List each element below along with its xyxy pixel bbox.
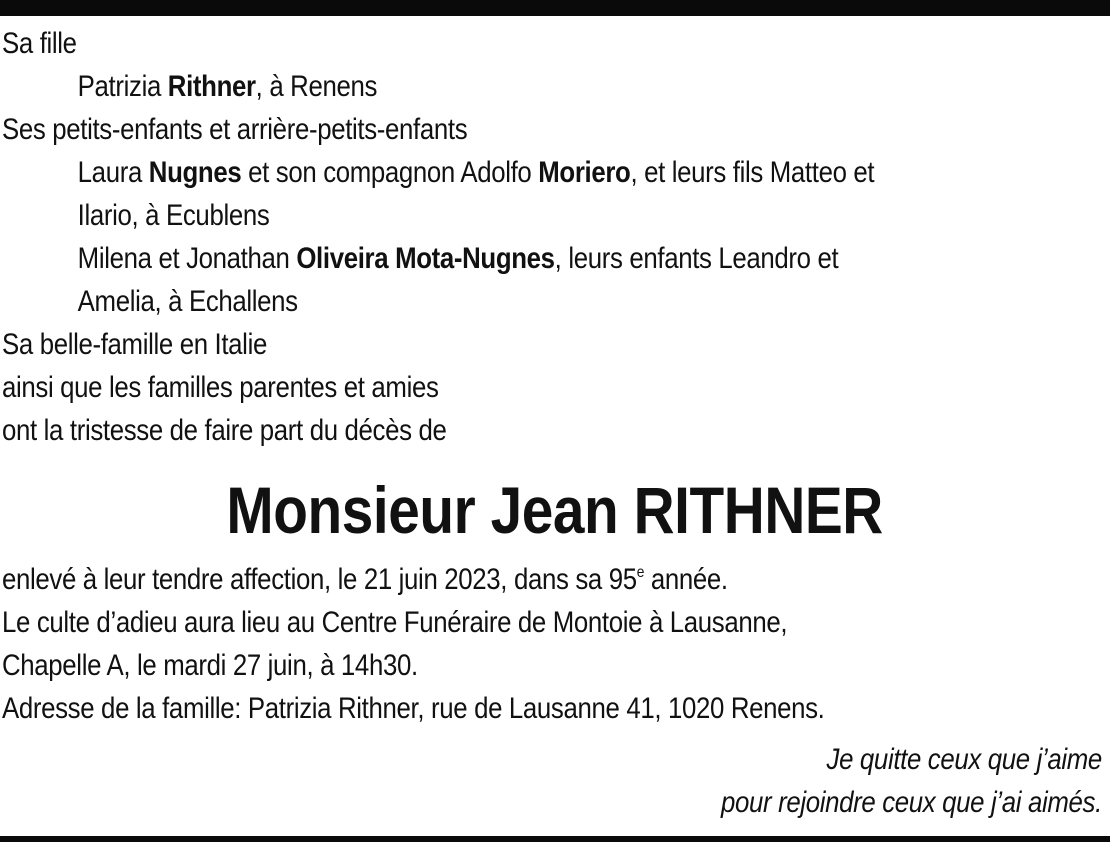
daughter-entry (2, 65, 953, 108)
grandchild-entry-1-cont: Ilario, à Ecublens (77, 199, 270, 232)
grandchildren-heading: Ses petits-enfants et arrière-petits-enfants (2, 113, 468, 146)
ordinal-suffix: e (636, 564, 645, 581)
daughter-place: , à Renens (255, 70, 378, 103)
daughter-first-name: Patrizia (77, 70, 168, 103)
surname: Oliveira Mota-Nugnes (296, 242, 555, 275)
text-segment: , leurs enfants Leandro et (554, 242, 839, 275)
bottom-border-rule (0, 836, 1110, 842)
text-segment: , et leurs fils Matteo et (630, 156, 875, 189)
details-line-3: Chapelle A, le mardi 27 juin, à 14h30. (2, 649, 418, 682)
text-segment: enlevé à leur tendre affection, le 21 juin 2023, dans sa 95 (2, 563, 637, 596)
surname: Nugnes (148, 156, 242, 189)
top-border-rule (0, 0, 1110, 16)
daughter-heading: Sa fille (2, 27, 77, 60)
daughter-last-name: Rithner (167, 70, 256, 103)
quote-line-2: pour rejoindre ceux que j’ai aimés. (721, 786, 1102, 819)
text-segment: Milena et Jonathan (77, 242, 297, 275)
closing-quote (721, 738, 1102, 824)
relatives-line: ainsi que les familles parentes et amies (2, 371, 439, 404)
surname: Moriero (538, 156, 631, 189)
inlaws-line: Sa belle-famille en Italie (2, 328, 267, 361)
text-segment: Laura (77, 156, 149, 189)
details-line-4: Adresse de la famille: Patrizia Rithner, rue de Lausanne 41, 1020 Renens. (2, 692, 825, 725)
grandchild-entry-1 (2, 151, 953, 194)
deceased-name: Monsieur Jean RITHNER (226, 473, 884, 547)
grandchild-entry-2 (2, 237, 953, 280)
details-line-2: Le culte d’adieu aura lieu au Centre Funéraire de Montoie à Lausanne, (2, 606, 788, 639)
family-list (2, 22, 953, 452)
announcement-line: ont la tristesse de faire part du décès de (2, 414, 447, 447)
text-segment: année. (644, 563, 728, 596)
grandchild-entry-2-cont: Amelia, à Echallens (77, 285, 298, 318)
quote-line-1: Je quitte ceux que j’aime (826, 743, 1102, 776)
deceased-name-heading (0, 472, 1110, 548)
text-segment: et son compagnon Adolfo (241, 156, 539, 189)
details-line-1 (2, 558, 1110, 601)
funeral-details (2, 558, 1110, 730)
